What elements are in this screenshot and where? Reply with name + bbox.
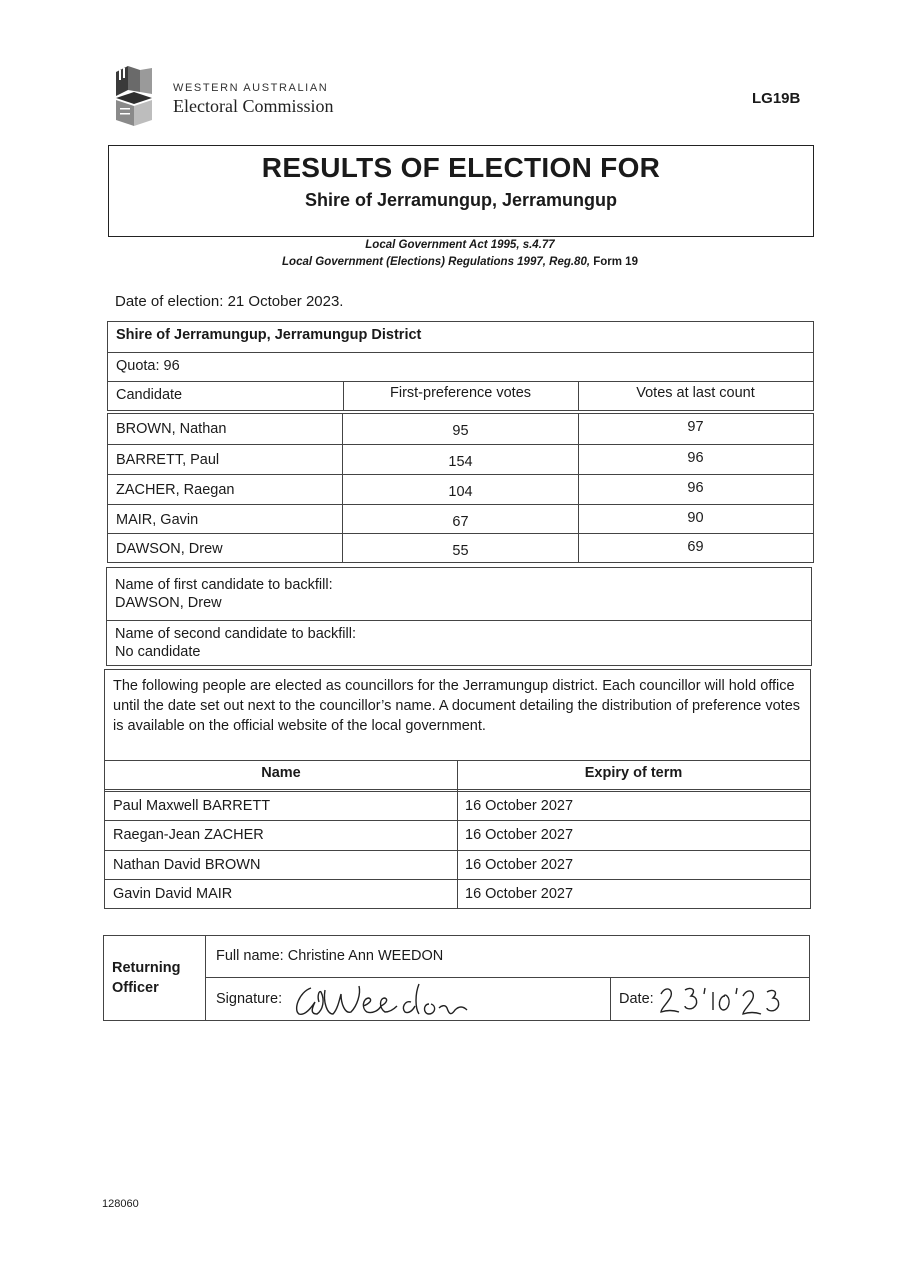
divider — [578, 381, 579, 410]
first-preference-votes: 154 — [448, 454, 473, 470]
date-label: Date: — [619, 991, 654, 1007]
column-header-name: Name — [261, 765, 301, 781]
term-expiry: 16 October 2027 — [465, 798, 574, 814]
term-expiry: 16 October 2027 — [465, 886, 574, 902]
quota: Quota: 96 — [116, 358, 180, 374]
table-row — [105, 820, 810, 850]
table-row — [108, 474, 813, 505]
divider — [108, 381, 813, 382]
councillor-name: Nathan David BROWN — [113, 857, 261, 873]
district-title: Shire of Jerramungup, Jerramungup District — [116, 327, 422, 343]
second-backfill-box — [106, 621, 812, 666]
returning-officer-box — [103, 935, 810, 1021]
form-code: LG19B — [752, 90, 801, 107]
candidate-results-table — [107, 413, 814, 563]
second-backfill-value: No candidate — [115, 644, 201, 660]
first-backfill — [115, 576, 333, 612]
divider — [205, 977, 809, 978]
table-row — [108, 504, 813, 535]
second-backfill — [115, 625, 356, 661]
divider — [343, 381, 344, 410]
document-number: 128060 — [102, 1198, 139, 1210]
divider — [108, 352, 813, 353]
candidate-name: DAWSON, Drew — [116, 541, 223, 557]
page-subtitle: Shire of Jerramungup, Jerramungup — [304, 190, 618, 210]
last-count-votes: 97 — [687, 419, 704, 435]
wa-electoral-commission-logo — [114, 64, 154, 128]
first-preference-votes: 67 — [452, 514, 469, 530]
legislation-regulations — [0, 256, 904, 268]
column-header-last-count: Votes at last count — [636, 385, 755, 401]
first-preference-votes: 95 — [452, 423, 469, 439]
column-header-candidate: Candidate — [116, 387, 183, 403]
first-backfill-box — [106, 567, 812, 621]
councillor-name: Gavin David MAIR — [113, 886, 233, 902]
column-header-first-preference: First-preference votes — [389, 385, 532, 401]
last-count-votes: 90 — [687, 510, 704, 526]
first-backfill-value: DAWSON, Drew — [115, 595, 222, 611]
first-backfill-label: Name of first candidate to backfill: — [115, 577, 333, 593]
title-box — [108, 145, 814, 237]
table-row — [105, 791, 810, 821]
returning-officer-label — [112, 958, 180, 998]
table-row — [108, 414, 813, 444]
first-preference-votes: 104 — [448, 484, 473, 500]
legislation-act: Local Government Act 1995, s.4.77 — [365, 239, 555, 251]
table-row — [105, 879, 810, 909]
last-count-votes: 96 — [687, 450, 704, 466]
councillor-name: Paul Maxwell BARRETT — [113, 798, 271, 814]
table-row — [108, 444, 813, 475]
table-row — [108, 533, 813, 564]
candidate-name: BARRETT, Paul — [116, 452, 220, 468]
first-preference-votes: 55 — [452, 543, 469, 559]
table-row — [105, 850, 810, 880]
handwritten-date — [657, 980, 797, 1018]
elected-councillors-table — [104, 669, 811, 909]
signature-label: Signature: — [216, 991, 283, 1007]
candidate-name: MAIR, Gavin — [116, 512, 199, 528]
last-count-votes: 96 — [687, 480, 704, 496]
org-name-line2: Electoral Commission — [173, 96, 334, 116]
elected-statement: The following people are elected as councillors for the Jerramungup district. Each councillor will hold office until the date set out next to the councillor’s name. A document detailing the distribution of preference votes is available on the official website of the local government. — [113, 678, 801, 734]
form-number: Form 19 — [590, 256, 638, 268]
candidate-name: BROWN, Nathan — [116, 421, 227, 437]
column-header-expiry: Expiry of term — [584, 765, 683, 781]
returning-officer-label-line1: Returning — [112, 960, 181, 976]
divider — [610, 977, 611, 1020]
councillor-name: Raegan-Jean ZACHER — [113, 827, 264, 843]
org-name-line1: WESTERN AUSTRALIAN — [173, 82, 329, 94]
election-date: Date of election: 21 October 2023. — [115, 293, 344, 310]
divider — [205, 936, 206, 1020]
term-expiry: 16 October 2027 — [465, 827, 574, 843]
returning-officer-full-name: Full name: Christine Ann WEEDON — [216, 948, 444, 964]
second-backfill-label: Name of second candidate to backfill: — [115, 626, 356, 642]
term-expiry: 16 October 2027 — [465, 857, 574, 873]
handwritten-signature — [289, 980, 499, 1022]
last-count-votes: 69 — [687, 539, 704, 555]
regulations-text: Local Government (Elections) Regulations 1997, Reg.80, — [282, 256, 591, 268]
page-title: RESULTS OF ELECTION FOR — [261, 152, 661, 183]
candidate-name: ZACHER, Raegan — [116, 482, 235, 498]
returning-officer-label-line2: Officer — [112, 980, 159, 996]
district-header-table — [107, 321, 814, 411]
